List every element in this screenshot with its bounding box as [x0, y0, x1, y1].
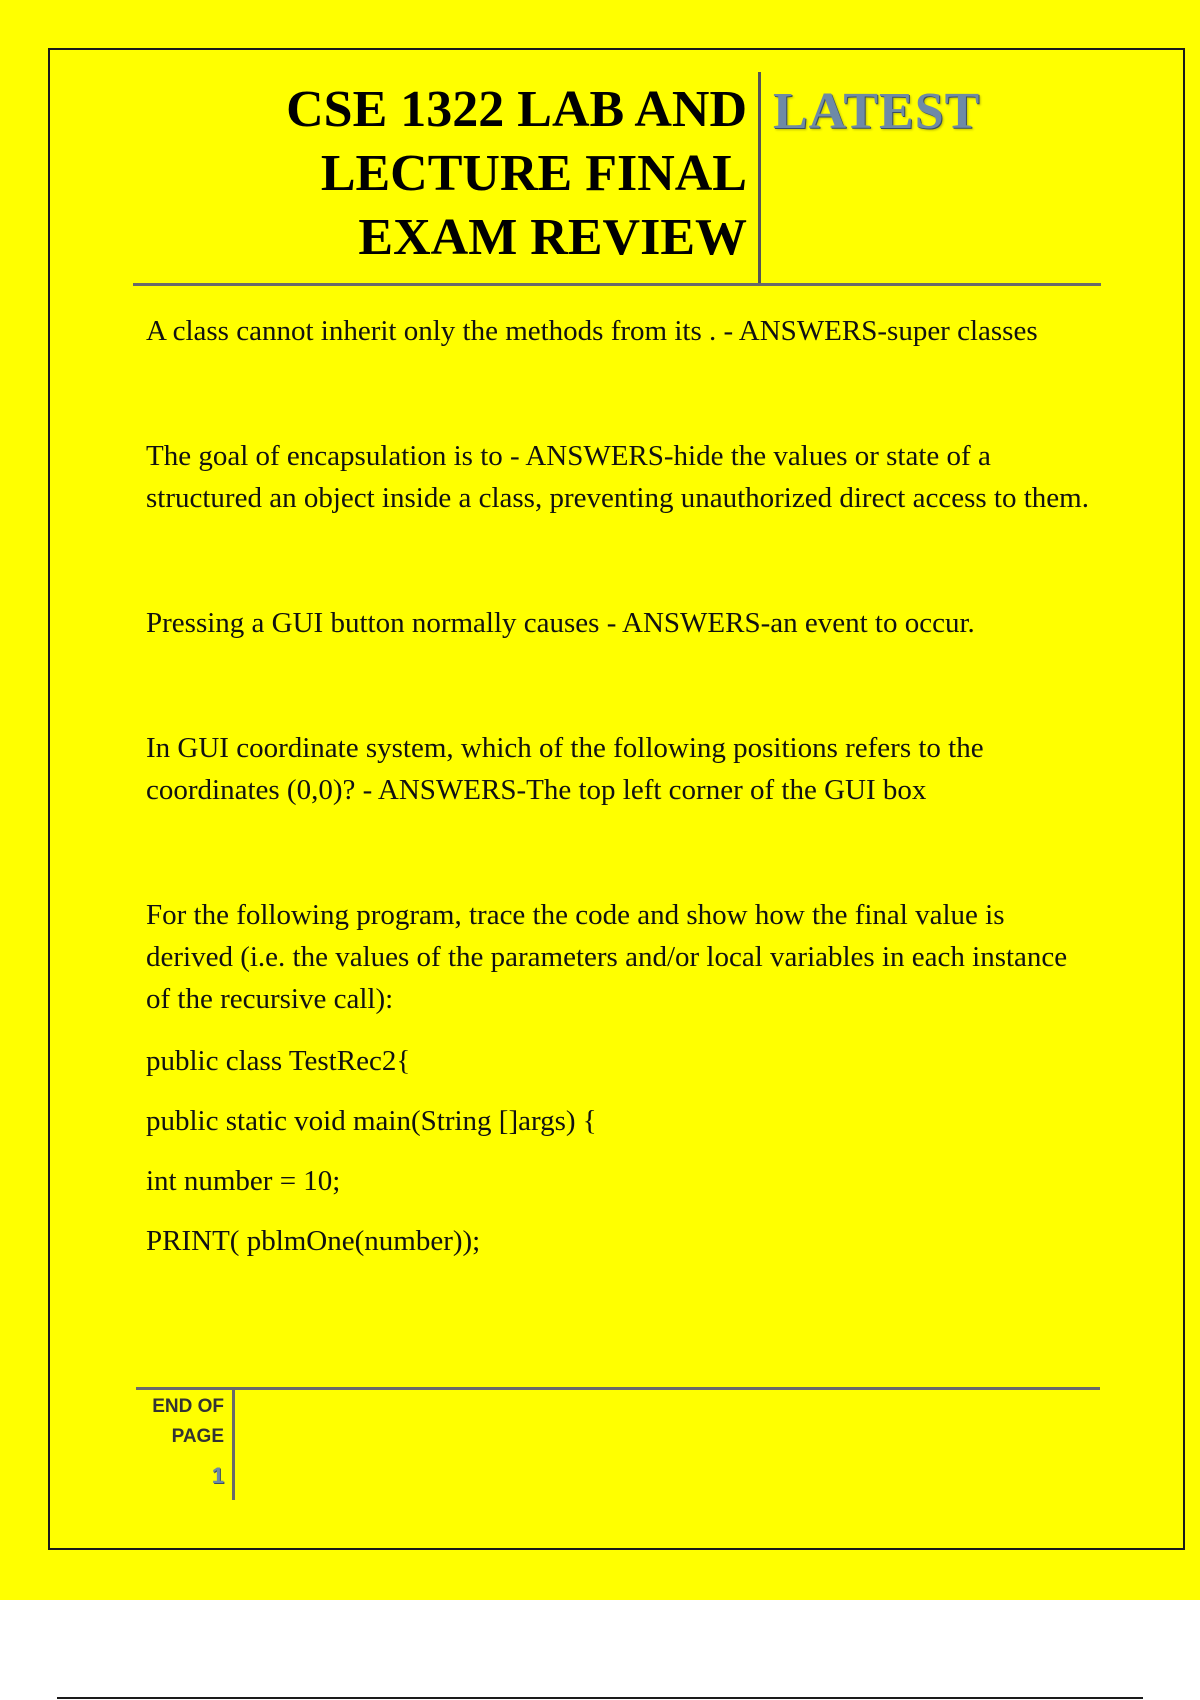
footer-label — [136, 1392, 224, 1452]
header-rule — [133, 283, 1101, 286]
footer-divider — [232, 1390, 235, 1500]
footer-rule — [136, 1387, 1100, 1390]
code-line-3: int number = 10; — [146, 1165, 341, 1197]
title-line-1: CSE 1322 LAB AND — [286, 81, 747, 138]
footer-label-line-1: END OF — [152, 1396, 224, 1417]
code-line-4: PRINT( pblmOne(number)); — [146, 1225, 481, 1257]
qa-item-5: For the following program, trace the code and show how the final value is derived (i.e. the values of the parameters and/or local variables in each instance of the recursive call): — [146, 899, 1068, 1015]
code-line-1: public class TestRec2{ — [146, 1045, 411, 1077]
document-body — [146, 310, 1096, 1262]
bottom-rule — [57, 1697, 1143, 1699]
page-number: 1 — [211, 1463, 224, 1488]
title-line-2: LECTURE FINAL — [320, 145, 747, 202]
code-line-2: public static void main(String []args) { — [146, 1105, 597, 1137]
title-divider — [758, 72, 761, 284]
qa-item-2: The goal of encapsulation is to - ANSWERS-hide the values or state of a structured an object inside a class, preventing unauthorized direct access to them. — [146, 440, 1089, 514]
latest-tag: LATEST — [773, 83, 981, 140]
qa-item-4: In GUI coordinate system, which of the following positions refers to the coordinates (0,0)? - ANSWERS-The top left corner of the GUI box — [146, 732, 984, 806]
document-title — [200, 78, 760, 278]
title-line-3: EXAM REVIEW — [358, 209, 747, 266]
qa-item-1: A class cannot inherit only the methods from its . - ANSWERS-super classes — [146, 315, 1038, 347]
footer-label-line-2: PAGE — [171, 1426, 224, 1447]
qa-item-3: Pressing a GUI button normally causes - ANSWERS-an event to occur. — [146, 607, 975, 639]
